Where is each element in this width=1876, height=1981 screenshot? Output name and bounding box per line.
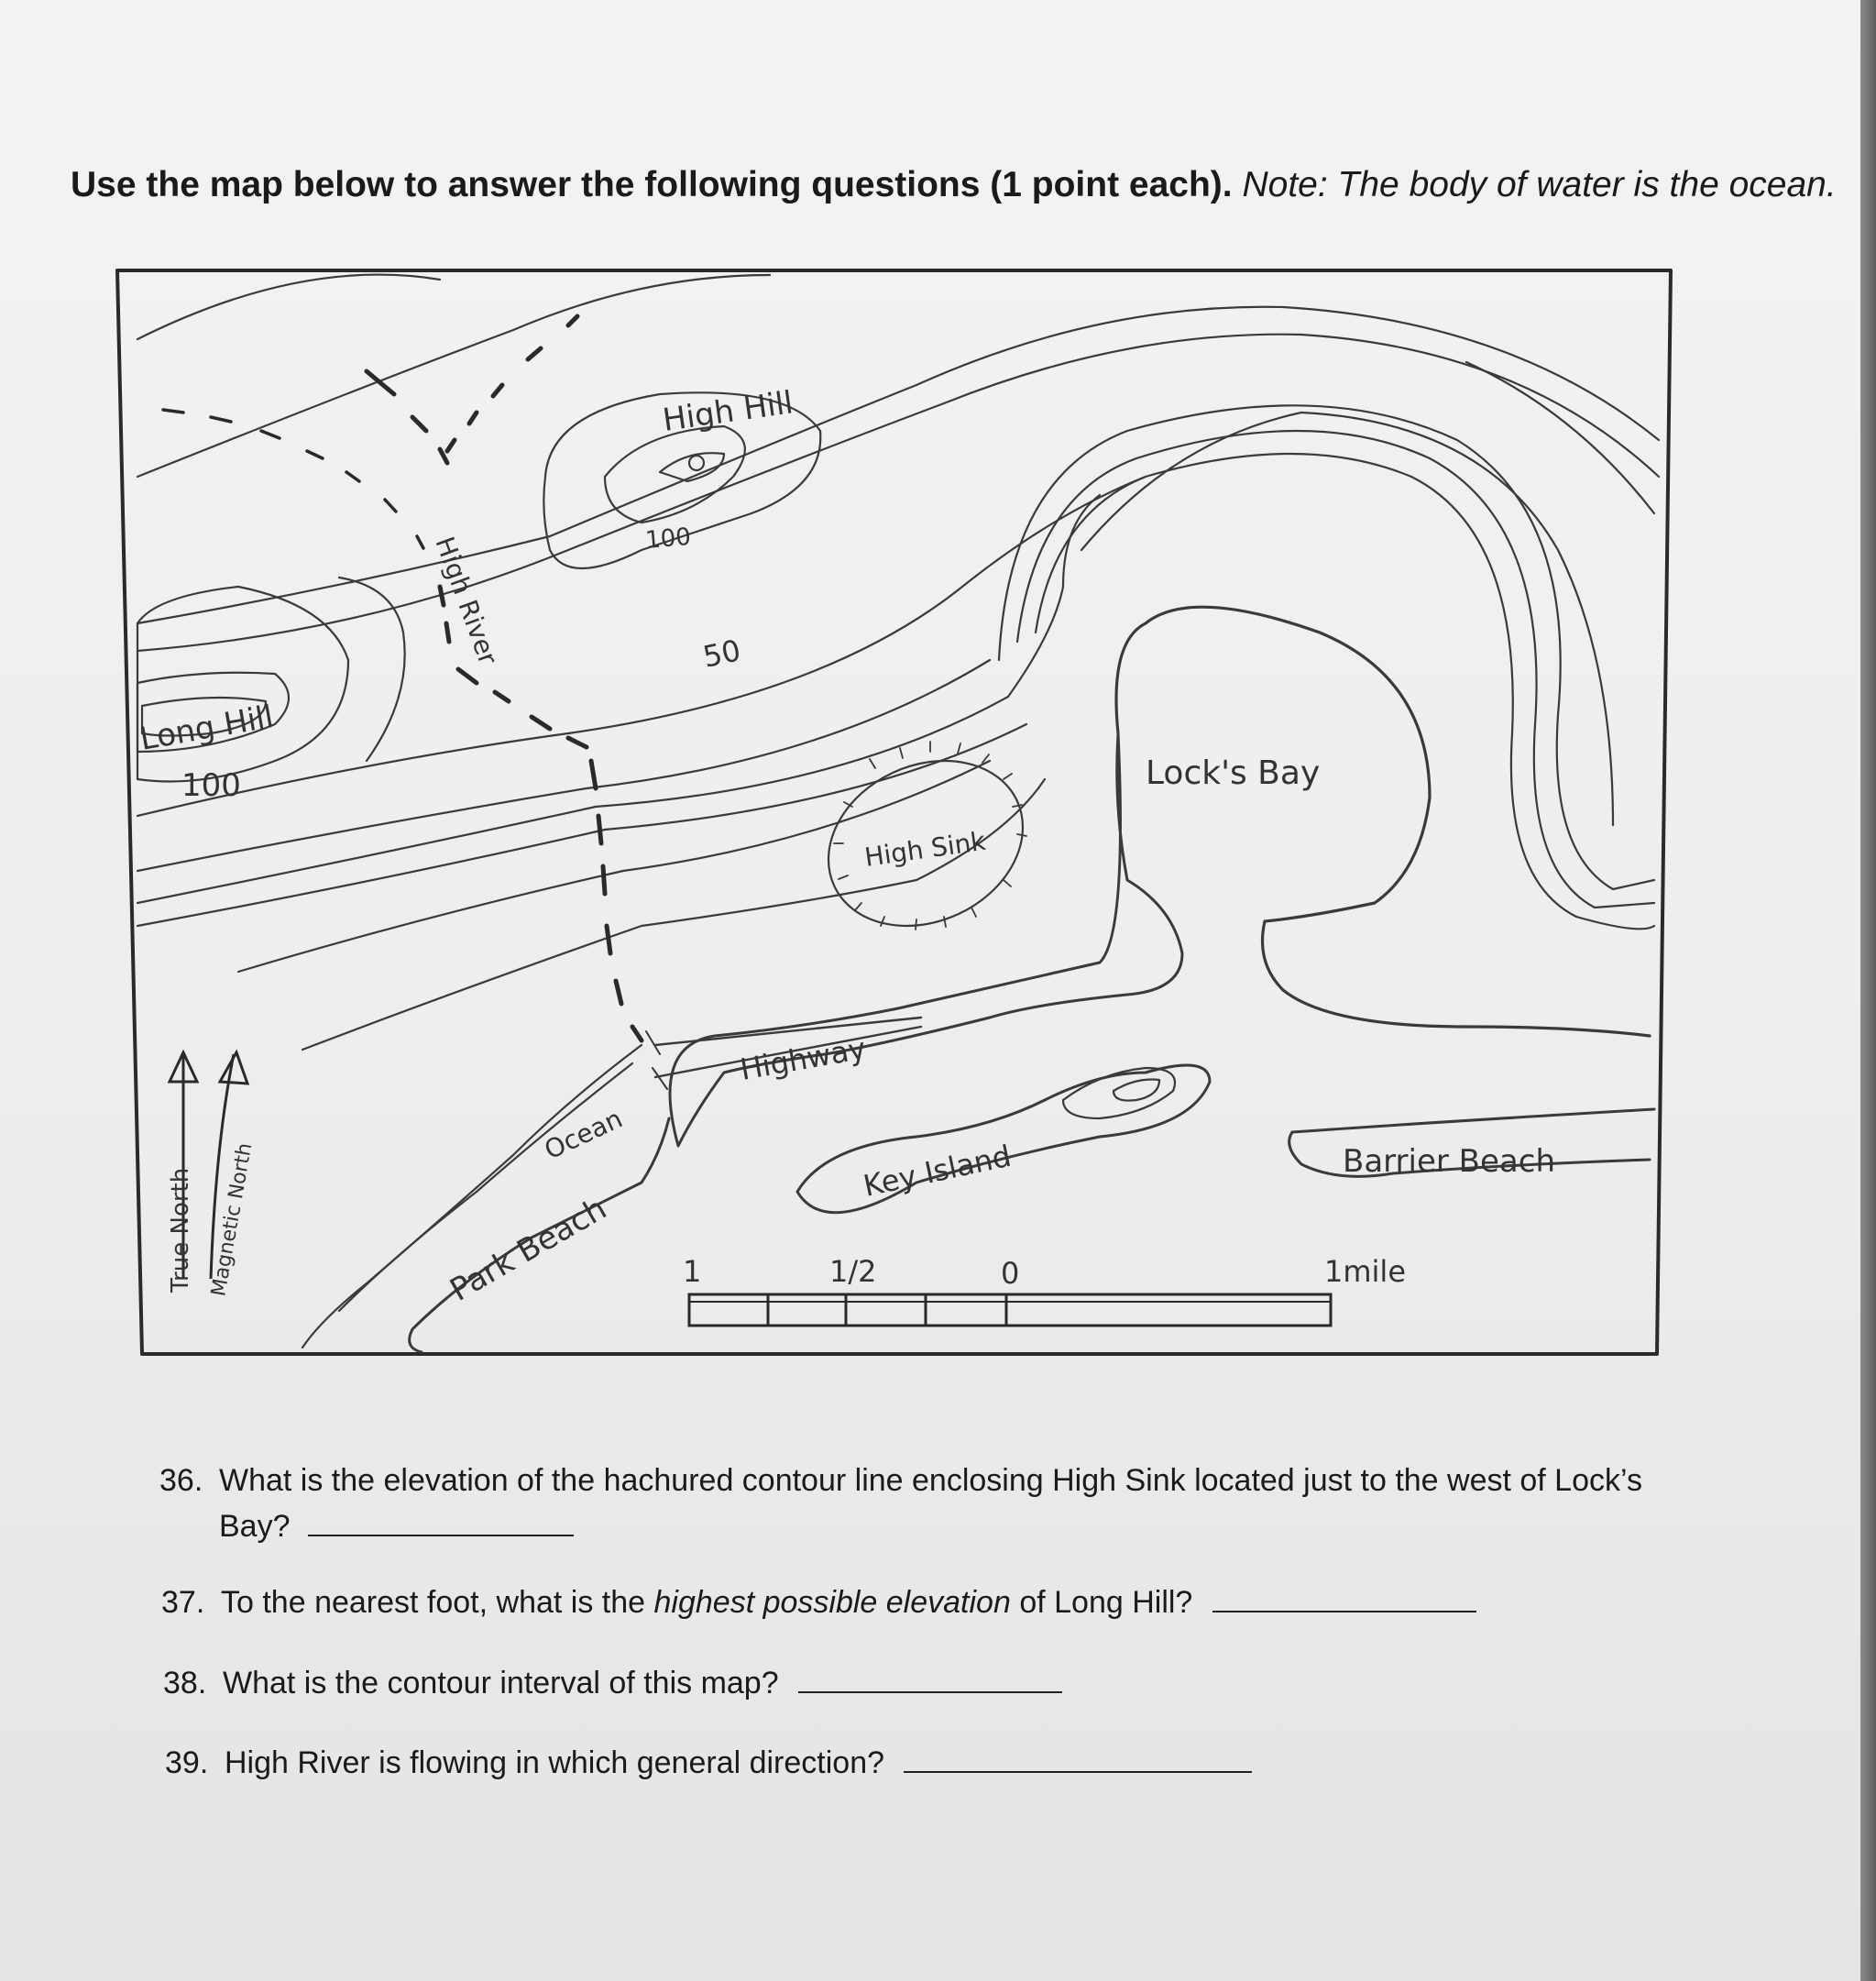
high-river-branch-far-west xyxy=(163,410,423,548)
question-37-emphasis: highest possible elevation xyxy=(653,1585,1011,1620)
question-37 xyxy=(161,1579,1719,1625)
question-36-text-line2: Bay? xyxy=(219,1509,291,1544)
label-high-hill: High Hill xyxy=(660,384,795,439)
question-37-text-before: To the nearest foot, what is the xyxy=(221,1585,654,1620)
high-river-branch-east xyxy=(447,316,577,451)
label-park-beach: Park Beach xyxy=(444,1190,613,1309)
answer-blank-38[interactable] xyxy=(798,1689,1062,1693)
high-river-branch-west xyxy=(367,371,447,463)
label-magnetic-north: Magnetic North xyxy=(207,1141,258,1299)
label-contour-50: 50 xyxy=(699,633,744,675)
answer-blank-37[interactable] xyxy=(1212,1609,1476,1612)
question-37-number: 37. xyxy=(161,1585,205,1620)
question-36-text-line1: What is the elevation of the hachured contour line enclosing High Sink located just to the west of Lock’s xyxy=(219,1463,1642,1498)
label-contour-100-top: 100 xyxy=(643,523,693,555)
question-39-number: 39. xyxy=(165,1745,209,1780)
question-36-number: 36. xyxy=(159,1463,203,1498)
answer-blank-39[interactable] xyxy=(904,1769,1252,1773)
label-key-island: Key Island xyxy=(860,1138,1015,1204)
question-39 xyxy=(165,1740,1723,1786)
scale-label-1: 1 xyxy=(683,1254,702,1289)
answer-blank-36[interactable] xyxy=(308,1533,574,1536)
question-38-number: 38. xyxy=(163,1666,207,1700)
label-locks-bay: Lock's Bay xyxy=(1146,754,1321,792)
scale-label-0: 0 xyxy=(1001,1256,1020,1291)
label-highway: Highway xyxy=(737,1030,869,1087)
label-high-sink: High Sink xyxy=(862,825,988,873)
label-barrier-beach: Barrier Beach xyxy=(1343,1143,1555,1180)
instructions-bold: Use the map below to answer the following questions (1 point each). xyxy=(71,165,1233,204)
label-long-hill: Long Hill xyxy=(137,698,277,758)
label-ocean: Ocean xyxy=(540,1103,628,1166)
question-37-text-after: of Long Hill? xyxy=(1010,1585,1193,1620)
question-36 xyxy=(159,1458,1717,1549)
scale-label-half: 1/2 xyxy=(829,1254,877,1289)
question-38 xyxy=(163,1660,1721,1706)
instructions-note: Note: The body of water is the ocean. xyxy=(1242,165,1837,204)
label-true-north: True North xyxy=(167,1167,194,1293)
label-contour-100-left: 100 xyxy=(181,767,241,804)
question-38-text: What is the contour interval of this map? xyxy=(223,1666,779,1700)
question-39-text: High River is flowing in which general direction? xyxy=(225,1745,885,1780)
scale-bar xyxy=(689,1294,1331,1326)
scale-label-1mile: 1mile xyxy=(1324,1254,1406,1289)
label-high-river: High River xyxy=(429,533,504,669)
